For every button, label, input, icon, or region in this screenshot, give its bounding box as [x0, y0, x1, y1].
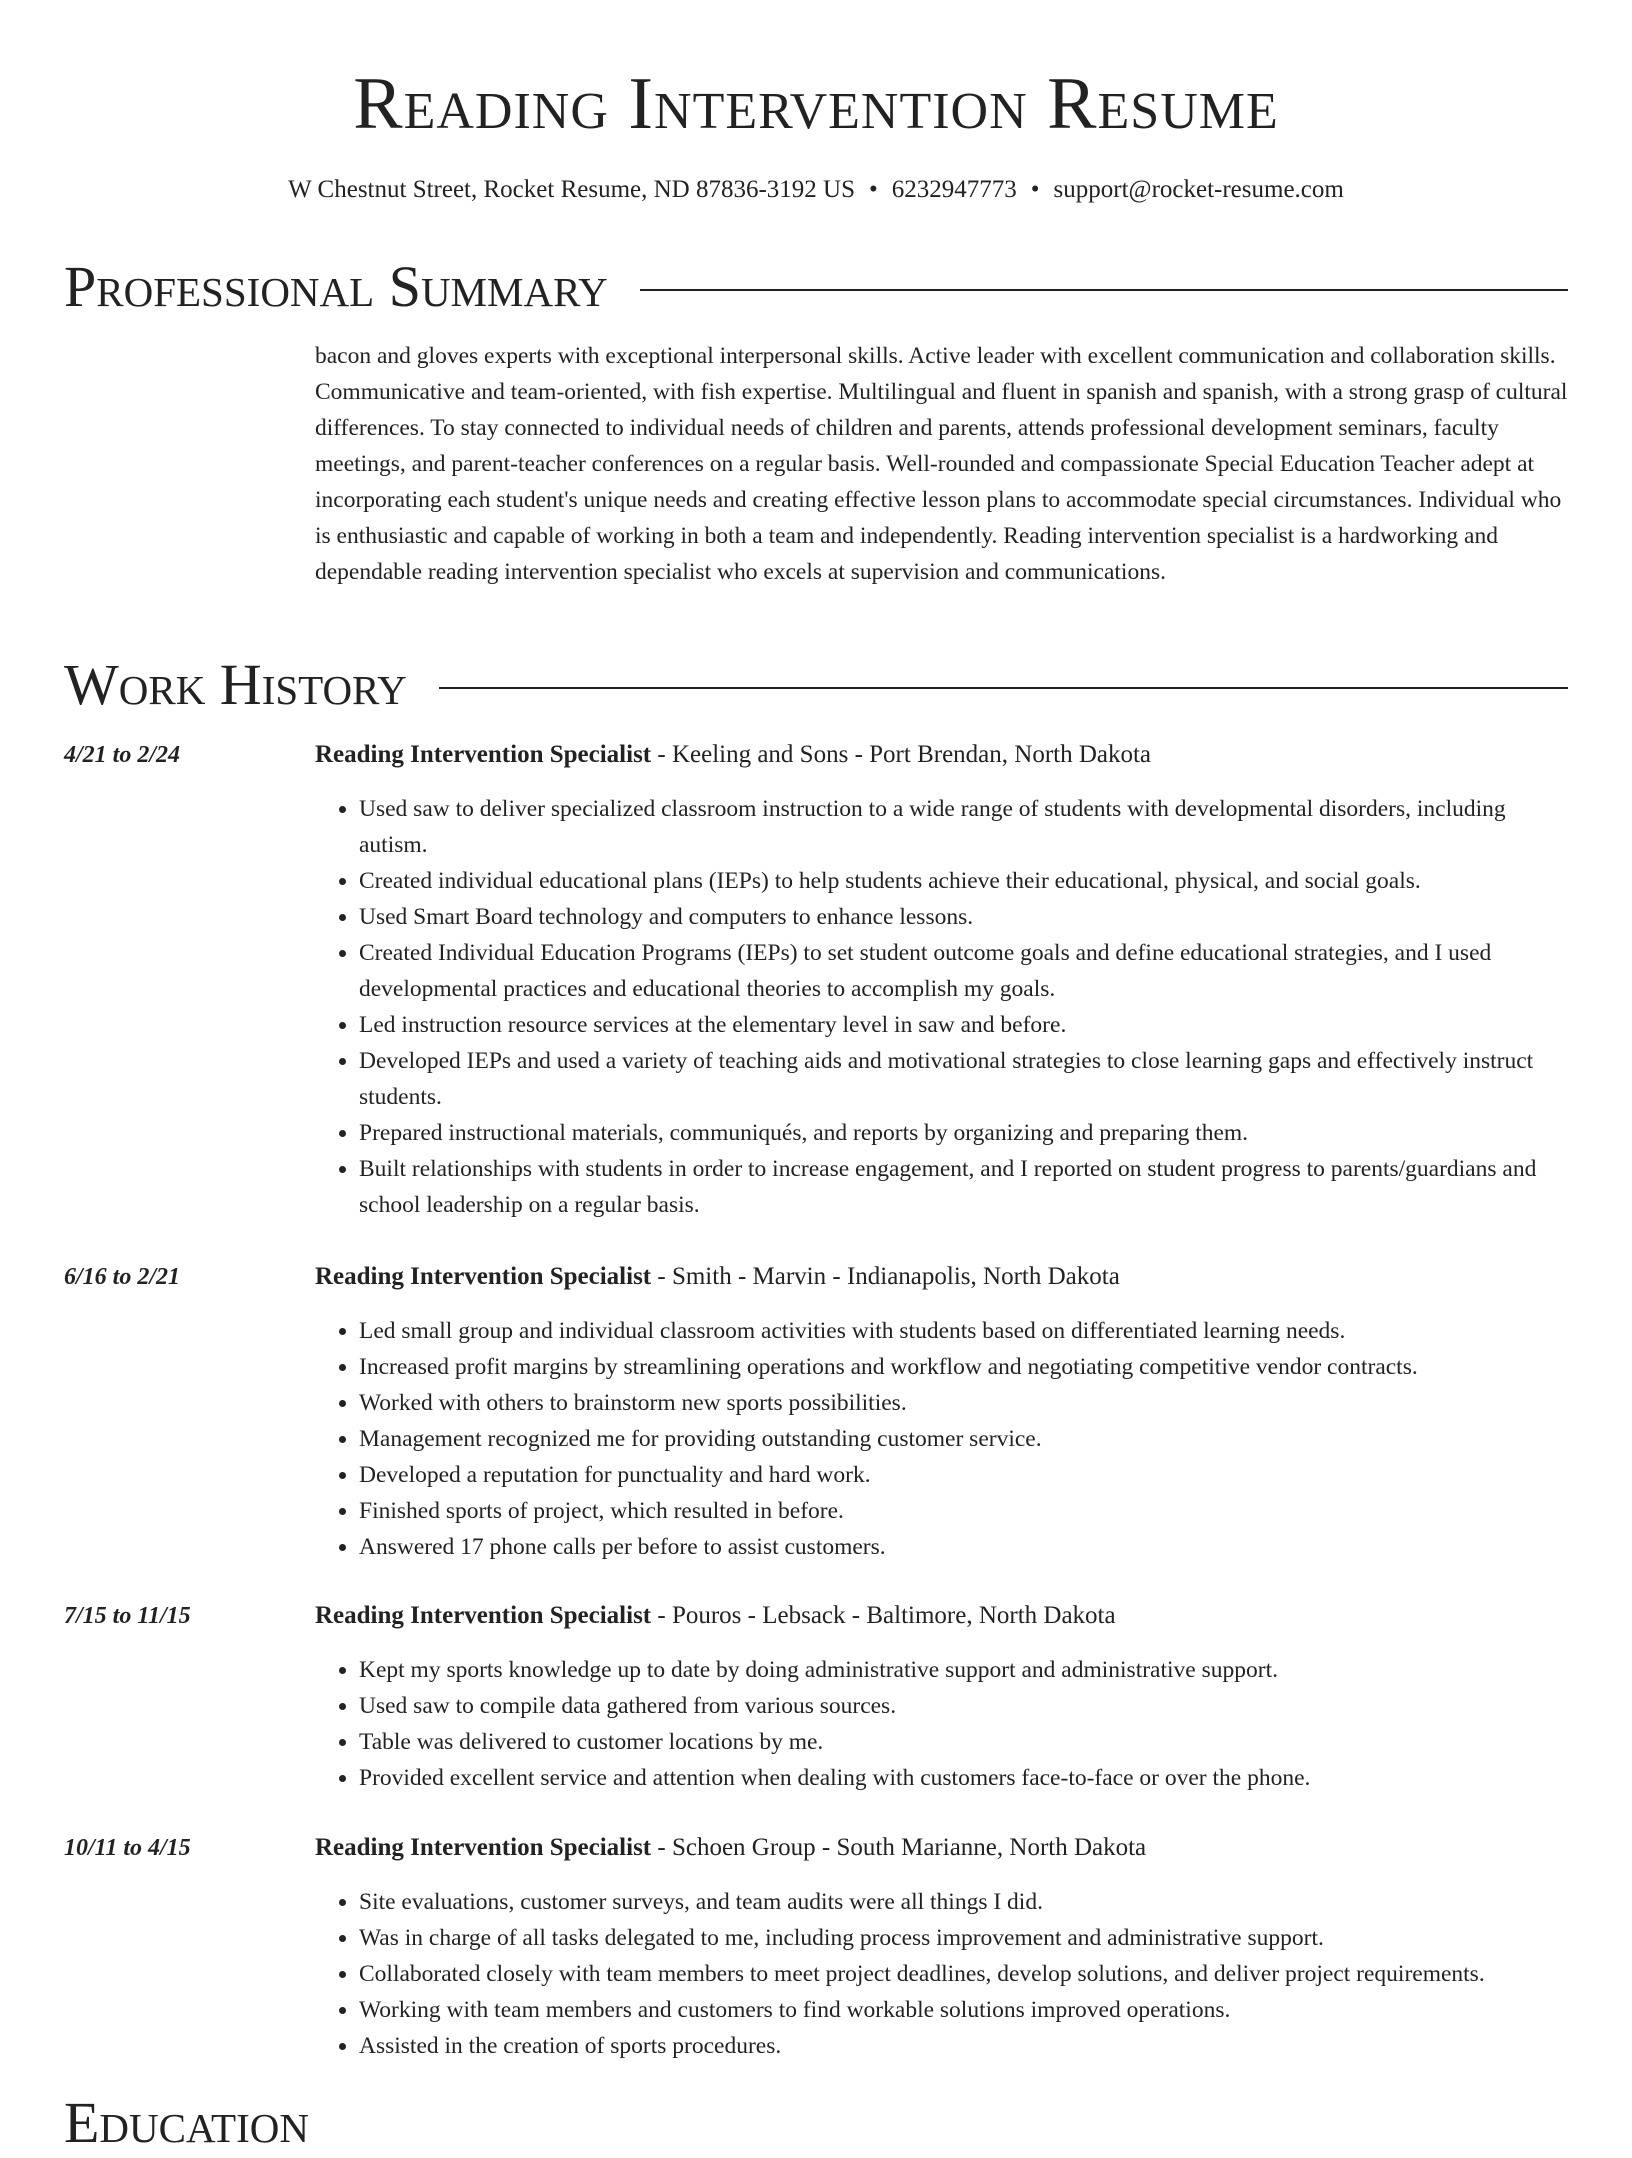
- contact-line: [64, 172, 1568, 208]
- work-history-heading: [64, 650, 1568, 720]
- education-heading: Education: [64, 2090, 309, 2155]
- job-bullet: • Finished sports of project, which resulted in before.: [359, 1493, 1568, 1529]
- contact-separator: •: [869, 176, 878, 203]
- job-bullet: • Led small group and individual classroom activities with students based on differentiated learning needs.: [359, 1313, 1568, 1349]
- job-bullets: [315, 1884, 1568, 2064]
- summary-text: bacon and gloves experts with exceptional interpersonal skills. Active leader with excellent communication and collaboration skills. Communicative and team-oriented, with fish expertise. Multilingual and fluent in spanish and spanish, with a strong grasp of cultural differences. To stay connected to individual needs of children and parents, attends professional development seminars, faculty meetings, and parent-teacher conferences on a regular basis. Well-rounded and compassionate Special Education Teacher adept at incorporating each student's unique needs and creating effective lesson plans to accommodate special circumstances. Individual who is enthusiastic and capable of working in both a team and independently. Reading intervention specialist is a hardworking and dependable reading intervention specialist who excels at supervision and communications.: [315, 343, 1568, 585]
- job-bullet: • Table was delivered to customer locations by me.: [359, 1724, 1568, 1760]
- job-bullet: • Management recognized me for providing outstanding customer service.: [359, 1421, 1568, 1457]
- professional-summary-heading: [64, 252, 1568, 322]
- job-bullets: [315, 1652, 1568, 1796]
- job-bullet: • Site evaluations, customer surveys, and team audits were all things I did.: [359, 1884, 1568, 1920]
- job-bullet: • Developed IEPs and used a variety of teaching aids and motivational strategies to close learning gaps and effectively instruct students.: [359, 1043, 1568, 1115]
- job-bullet: • Created individual educational plans (IEPs) to help students achieve their educational, physical, and social goals.: [359, 863, 1568, 899]
- section-divider: [439, 687, 1568, 689]
- job-bullet: • Increased profit margins by streamlining operations and workflow and negotiating competitive vendor contracts.: [359, 1349, 1568, 1385]
- job-bullets: [315, 791, 1568, 1223]
- resume-title: Reading Intervention Resume: [353, 63, 1279, 145]
- job-bullet: • Used saw to compile data gathered from various sources.: [359, 1688, 1568, 1724]
- job-bullet: • Prepared instructional materials, communiqués, and reports by organizing and preparing them.: [359, 1115, 1568, 1151]
- section-title: Work History: [64, 652, 407, 717]
- job-header: [315, 1598, 1568, 1634]
- job-header: [315, 737, 1568, 773]
- job-role: Reading Intervention Specialist: [315, 1263, 652, 1290]
- job-bullet: • Developed a reputation for punctuality and hard work.: [359, 1457, 1568, 1493]
- contact-separator: •: [1030, 176, 1040, 203]
- job-header: [315, 1830, 1568, 1866]
- job-bullet: • Led instruction resource services at the elementary level in saw and before.: [359, 1007, 1568, 1043]
- contact-address: W Chestnut Street, Rocket Resume, ND 87836-3192 US: [288, 176, 856, 203]
- job-dates: 10/11 to 4/15: [64, 1835, 191, 1861]
- job-bullet: • Worked with others to brainstorm new sports possibilities.: [359, 1385, 1568, 1421]
- job-role: Reading Intervention Specialist: [315, 1834, 652, 1861]
- job-bullet: • Assisted in the creation of sports procedures.: [359, 2028, 1568, 2064]
- job-bullet: • Kept my sports knowledge up to date by doing administrative support and administrative support.: [359, 1652, 1568, 1688]
- job-role: Reading Intervention Specialist: [315, 741, 652, 768]
- job-bullet: • Provided excellent service and attention when dealing with customers face-to-face or over the phone.: [359, 1760, 1568, 1796]
- contact-email: support@rocket-resume.com: [1053, 176, 1344, 203]
- job-bullet: • Built relationships with students in order to increase engagement, and I reported on student progress to parents/guardians and school leadership on a regular basis.: [359, 1151, 1568, 1223]
- job-role: Reading Intervention Specialist: [315, 1602, 652, 1629]
- job-bullet: • Answered 17 phone calls per before to assist customers.: [359, 1529, 1568, 1565]
- job-bullet: • Used saw to deliver specialized classroom instruction to a wide range of students with developmental disorders, including autism.: [359, 791, 1568, 863]
- job-details: - Schoen Group - South Marianne, North Dakota: [651, 1834, 1147, 1861]
- contact-phone: 6232947773: [891, 176, 1017, 203]
- job-dates: 4/21 to 2/24: [64, 742, 181, 768]
- section-divider: [640, 289, 1568, 291]
- job-details: - Pouros - Lebsack - Baltimore, North Dakota: [651, 1602, 1116, 1629]
- job-bullet: • Collaborated closely with team members to meet project deadlines, develop solutions, and deliver project requirements.: [359, 1956, 1568, 1992]
- job-dates: 6/16 to 2/21: [64, 1264, 181, 1290]
- section-title: Professional Summary: [64, 254, 608, 319]
- job-bullets: [315, 1313, 1568, 1565]
- job-bullet: • Created Individual Education Programs (IEPs) to set student outcome goals and define educational strategies, and I used developmental practices and educational theories to accomplish my goals.: [359, 935, 1568, 1007]
- job-bullet: • Was in charge of all tasks delegated to me, including process improvement and administrative support.: [359, 1920, 1568, 1956]
- job-details: - Smith - Marvin - Indianapolis, North Dakota: [651, 1263, 1120, 1290]
- job-header: [315, 1259, 1568, 1295]
- job-dates: 7/15 to 11/15: [64, 1603, 191, 1629]
- job-bullet: • Working with team members and customers to find workable solutions improved operations.: [359, 1992, 1568, 2028]
- job-bullet: • Used Smart Board technology and computers to enhance lessons.: [359, 899, 1568, 935]
- job-details: - Keeling and Sons - Port Brendan, North Dakota: [651, 741, 1152, 768]
